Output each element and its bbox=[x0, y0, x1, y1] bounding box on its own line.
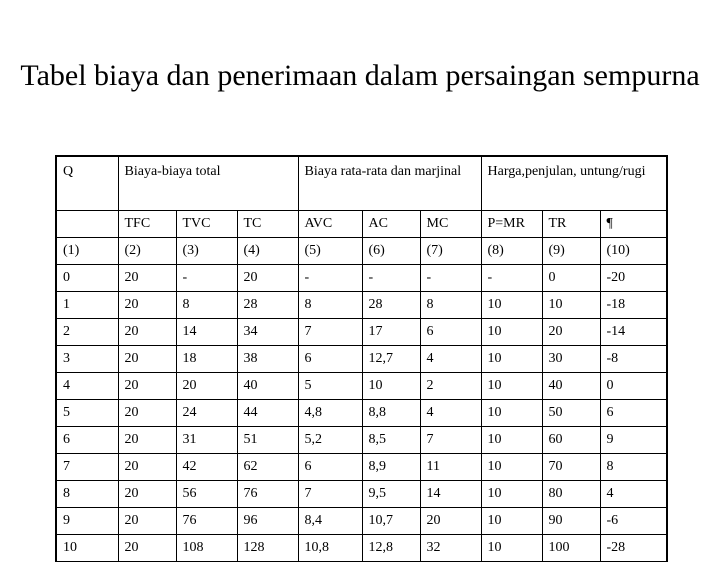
table-cell: 10 bbox=[362, 372, 420, 399]
table-cell: 30 bbox=[542, 345, 600, 372]
table-cell: 20 bbox=[118, 264, 176, 291]
table-cell: 10 bbox=[56, 534, 118, 561]
table-cell: 10 bbox=[481, 480, 542, 507]
table-cell: 96 bbox=[237, 507, 298, 534]
table-cell: 42 bbox=[176, 453, 237, 480]
table-cell: 108 bbox=[176, 534, 237, 561]
table-row bbox=[56, 399, 667, 426]
table-cell: 51 bbox=[237, 426, 298, 453]
table-cell: 8,4 bbox=[298, 507, 362, 534]
table-cell: 6 bbox=[298, 345, 362, 372]
table-cell: 17 bbox=[362, 318, 420, 345]
column-number: (5) bbox=[298, 238, 362, 265]
table-cell: 40 bbox=[542, 372, 600, 399]
table-row bbox=[56, 453, 667, 480]
table-cell: 5,2 bbox=[298, 426, 362, 453]
table-cell: 7 bbox=[420, 426, 481, 453]
table-cell: 100 bbox=[542, 534, 600, 561]
table-cell: 56 bbox=[176, 480, 237, 507]
column-number: (9) bbox=[542, 238, 600, 265]
table-cell: -14 bbox=[600, 318, 667, 345]
table-row bbox=[56, 291, 667, 318]
table-cell: 20 bbox=[237, 264, 298, 291]
column-number: (1) bbox=[56, 238, 118, 265]
table-row bbox=[56, 507, 667, 534]
table-cell: - bbox=[362, 264, 420, 291]
table-cell: 90 bbox=[542, 507, 600, 534]
column-number: (3) bbox=[176, 238, 237, 265]
table-cell: -20 bbox=[600, 264, 667, 291]
table-cell: 0 bbox=[600, 372, 667, 399]
table-cell: 7 bbox=[56, 453, 118, 480]
table-cell: 3 bbox=[56, 345, 118, 372]
cost-revenue-table bbox=[55, 155, 668, 562]
column-number: (10) bbox=[600, 238, 667, 265]
table-cell: 10,8 bbox=[298, 534, 362, 561]
table-row bbox=[56, 426, 667, 453]
table-cell: 10 bbox=[481, 318, 542, 345]
table-cell: 14 bbox=[420, 480, 481, 507]
column-header: AVC bbox=[298, 211, 362, 238]
column-number-row bbox=[56, 238, 667, 265]
table-cell: 11 bbox=[420, 453, 481, 480]
header-q: Q bbox=[56, 156, 118, 211]
table-cell: 4 bbox=[600, 480, 667, 507]
table-row bbox=[56, 480, 667, 507]
table-cell: 20 bbox=[176, 372, 237, 399]
group-header-row bbox=[56, 156, 667, 211]
table-cell: 10,7 bbox=[362, 507, 420, 534]
table-cell: 28 bbox=[237, 291, 298, 318]
table-cell: -6 bbox=[600, 507, 667, 534]
table-cell: 12,7 bbox=[362, 345, 420, 372]
table-cell: 24 bbox=[176, 399, 237, 426]
table-cell: 20 bbox=[118, 291, 176, 318]
table-cell: 20 bbox=[118, 534, 176, 561]
table-cell: 9 bbox=[56, 507, 118, 534]
table-row bbox=[56, 264, 667, 291]
table-cell: - bbox=[298, 264, 362, 291]
table-cell: 0 bbox=[56, 264, 118, 291]
table-cell: 10 bbox=[481, 345, 542, 372]
table-cell: 20 bbox=[118, 345, 176, 372]
header-average-marginal: Biaya rata-rata dan marjinal bbox=[298, 156, 481, 211]
sub-header-row bbox=[56, 211, 667, 238]
table-cell: 32 bbox=[420, 534, 481, 561]
table-cell: 1 bbox=[56, 291, 118, 318]
table-cell: 9,5 bbox=[362, 480, 420, 507]
column-header: TVC bbox=[176, 211, 237, 238]
table-cell: 10 bbox=[481, 399, 542, 426]
table-row bbox=[56, 534, 667, 561]
column-header: TR bbox=[542, 211, 600, 238]
table-cell: 7 bbox=[298, 318, 362, 345]
column-header: ¶ bbox=[600, 211, 667, 238]
table-cell: 62 bbox=[237, 453, 298, 480]
table-cell: 76 bbox=[176, 507, 237, 534]
table-cell: 50 bbox=[542, 399, 600, 426]
column-header bbox=[56, 211, 118, 238]
column-header: MC bbox=[420, 211, 481, 238]
table-cell: 6 bbox=[298, 453, 362, 480]
table-cell: 2 bbox=[56, 318, 118, 345]
table-cell: 8,8 bbox=[362, 399, 420, 426]
table-cell: - bbox=[420, 264, 481, 291]
table-cell: 34 bbox=[237, 318, 298, 345]
table-cell: 20 bbox=[118, 480, 176, 507]
table-cell: 60 bbox=[542, 426, 600, 453]
table-row bbox=[56, 345, 667, 372]
table-cell: 20 bbox=[118, 318, 176, 345]
table-row bbox=[56, 318, 667, 345]
table-cell: - bbox=[481, 264, 542, 291]
table-cell: 8,9 bbox=[362, 453, 420, 480]
table-cell: 20 bbox=[118, 399, 176, 426]
table-cell: 20 bbox=[118, 372, 176, 399]
table-cell: 128 bbox=[237, 534, 298, 561]
table-cell: -18 bbox=[600, 291, 667, 318]
column-number: (7) bbox=[420, 238, 481, 265]
table-cell: 28 bbox=[362, 291, 420, 318]
table-cell: 14 bbox=[176, 318, 237, 345]
table-cell: 0 bbox=[542, 264, 600, 291]
table-row bbox=[56, 372, 667, 399]
table-cell: 10 bbox=[542, 291, 600, 318]
table-cell: 10 bbox=[481, 291, 542, 318]
table-cell: 44 bbox=[237, 399, 298, 426]
table-cell: 2 bbox=[420, 372, 481, 399]
column-number: (8) bbox=[481, 238, 542, 265]
table-cell: 18 bbox=[176, 345, 237, 372]
table-cell: - bbox=[176, 264, 237, 291]
column-number: (2) bbox=[118, 238, 176, 265]
table-cell: 8 bbox=[56, 480, 118, 507]
table-cell: 6 bbox=[56, 426, 118, 453]
table-cell: 20 bbox=[542, 318, 600, 345]
table-cell: 8 bbox=[600, 453, 667, 480]
table-cell: 8 bbox=[298, 291, 362, 318]
header-price-revenue: Harga,penjulan, untung/rugi bbox=[481, 156, 667, 211]
table-cell: 70 bbox=[542, 453, 600, 480]
table-cell: 10 bbox=[481, 507, 542, 534]
table-cell: 20 bbox=[118, 426, 176, 453]
table-cell: 12,8 bbox=[362, 534, 420, 561]
table-cell: 6 bbox=[420, 318, 481, 345]
table-cell: 7 bbox=[298, 480, 362, 507]
table-cell: 4 bbox=[420, 399, 481, 426]
column-number: (6) bbox=[362, 238, 420, 265]
table-cell: 5 bbox=[298, 372, 362, 399]
table-cell: 4,8 bbox=[298, 399, 362, 426]
column-header: TC bbox=[237, 211, 298, 238]
table-cell: 8 bbox=[176, 291, 237, 318]
table-cell: 20 bbox=[420, 507, 481, 534]
table-cell: 38 bbox=[237, 345, 298, 372]
column-header: P=MR bbox=[481, 211, 542, 238]
table-cell: -28 bbox=[600, 534, 667, 561]
table-cell: 9 bbox=[600, 426, 667, 453]
table-cell: 6 bbox=[600, 399, 667, 426]
column-number: (4) bbox=[237, 238, 298, 265]
table-cell: 8,5 bbox=[362, 426, 420, 453]
table-cell: 4 bbox=[420, 345, 481, 372]
table-cell: 20 bbox=[118, 453, 176, 480]
table-cell: 80 bbox=[542, 480, 600, 507]
table-cell: 5 bbox=[56, 399, 118, 426]
table-cell: 8 bbox=[420, 291, 481, 318]
header-total-costs: Biaya-biaya total bbox=[118, 156, 298, 211]
table-cell: 40 bbox=[237, 372, 298, 399]
table-cell: -8 bbox=[600, 345, 667, 372]
table-cell: 20 bbox=[118, 507, 176, 534]
table-cell: 10 bbox=[481, 372, 542, 399]
page-title: Tabel biaya dan penerimaan dalam persaingan sempurna bbox=[20, 59, 700, 92]
table-cell: 10 bbox=[481, 453, 542, 480]
table-cell: 10 bbox=[481, 534, 542, 561]
table-cell: 31 bbox=[176, 426, 237, 453]
table-cell: 4 bbox=[56, 372, 118, 399]
table-body bbox=[56, 156, 667, 561]
table-cell: 10 bbox=[481, 426, 542, 453]
table-cell: 76 bbox=[237, 480, 298, 507]
column-header: TFC bbox=[118, 211, 176, 238]
column-header: AC bbox=[362, 211, 420, 238]
